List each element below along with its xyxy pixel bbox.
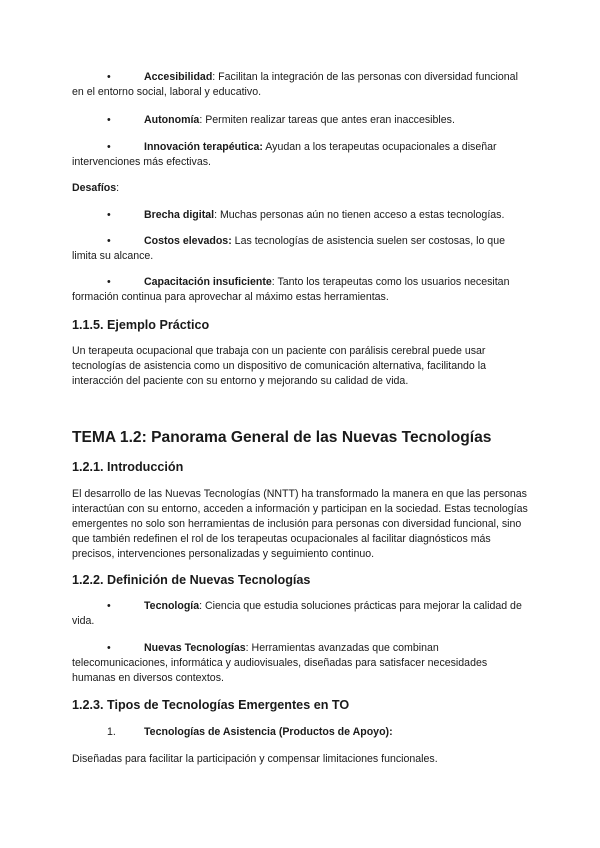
challenges-label xyxy=(72,181,530,196)
list-item-term: Costos elevados: xyxy=(144,235,232,247)
list-item-digital-gap xyxy=(72,208,530,223)
bullet-marker: • xyxy=(107,642,111,654)
list-item-term: Brecha digital xyxy=(144,209,215,221)
list-item-innovation xyxy=(72,140,530,170)
list-item-text: Las tecnologías de asistencia suelen ser costosas, lo que limita su alcance. xyxy=(72,235,505,262)
bullet-marker: • xyxy=(107,235,111,247)
definition-heading: 1.2.2. Definición de Nuevas Tecnologías xyxy=(72,573,311,587)
bullet-marker: • xyxy=(107,600,111,612)
list-item-text: : Tanto los terapeutas como los usuarios necesitan formación continua para aprovechar al máximo estas herramientas. xyxy=(72,276,510,303)
bullet-marker: • xyxy=(107,71,111,83)
list-item-text: : Facilitan la integración de las personas con diversidad funcional en el entorno social, laboral y educativo. xyxy=(72,71,518,98)
list-item-autonomy xyxy=(72,113,530,128)
list-item-text: : Ciencia que estudia soluciones prácticas para mejorar la calidad de vida. xyxy=(72,600,522,627)
list-item-term: Capacitación insuficiente xyxy=(144,276,272,288)
intro-paragraph: El desarrollo de las Nuevas Tecnologías (NNTT) ha transformado la manera en que las personas interactúan con su entorno, acceden a información y participan en la sociedad. Estas tecnologías emergentes no solo son herramientas de inclusión para personas con diversidad funcional, sino que también redefinen el rol de los terapeutas ocupacionales al facilitar diagnósticos más precisos, intervenciones personalizadas y seguimiento continuo. xyxy=(72,488,528,560)
numbered-item-assistive-tech xyxy=(72,725,530,740)
list-item-term: Nuevas Tecnologías xyxy=(144,642,246,654)
bullet-marker: • xyxy=(107,276,111,288)
example-heading: 1.1.5. Ejemplo Práctico xyxy=(72,318,210,332)
bullet-marker: • xyxy=(107,114,111,126)
list-item-training xyxy=(72,275,530,305)
list-item-text: : Permiten realizar tareas que antes eran inaccesibles. xyxy=(199,114,455,126)
types-paragraph: Diseñadas para facilitar la participación y compensar limitaciones funcionales. xyxy=(72,753,438,765)
challenges-label-colon: : xyxy=(116,182,120,194)
bullet-marker: • xyxy=(107,209,111,221)
list-item-term: Autonomía xyxy=(144,114,200,126)
bullet-marker: • xyxy=(107,141,111,153)
example-paragraph: Un terapeuta ocupacional que trabaja con un paciente con parálisis cerebral puede usar tecnologías de asistencia como un dispositivo de comunicación alternativa, facilitando la interacción del paciente con su entorno y mejorando su calidad de vida. xyxy=(72,345,486,387)
list-item-text: : Muchas personas aún no tienen acceso a estas tecnologías. xyxy=(214,209,505,221)
intro-heading: 1.2.1. Introducción xyxy=(72,460,184,474)
number-marker: 1. xyxy=(107,726,116,738)
list-item-term: Accesibilidad xyxy=(144,71,213,83)
types-heading: 1.2.3. Tipos de Tecnologías Emergentes en TO xyxy=(72,698,350,712)
list-item-term: Tecnología xyxy=(144,600,200,612)
list-item-term: Tecnologías de Asistencia (Productos de Apoyo): xyxy=(144,726,393,738)
list-item-text: : Herramientas avanzadas que combinan telecomunicaciones, informática y audiovisuales, diseñadas para satisfacer necesidades humanas en diversos contextos. xyxy=(72,642,488,684)
challenges-label-text: Desafíos xyxy=(72,182,117,194)
list-item-text: Ayudan a los terapeutas ocupacionales a diseñar intervenciones más efectivas. xyxy=(72,141,497,168)
list-item-new-technologies xyxy=(72,641,530,686)
topic-title: TEMA 1.2: Panorama General de las Nuevas Tecnologías xyxy=(72,429,492,446)
list-item-technology xyxy=(72,599,530,629)
list-item-accessibility xyxy=(72,70,530,100)
list-item-costs xyxy=(72,234,530,264)
list-item-term: Innovación terapéutica: xyxy=(144,141,263,153)
